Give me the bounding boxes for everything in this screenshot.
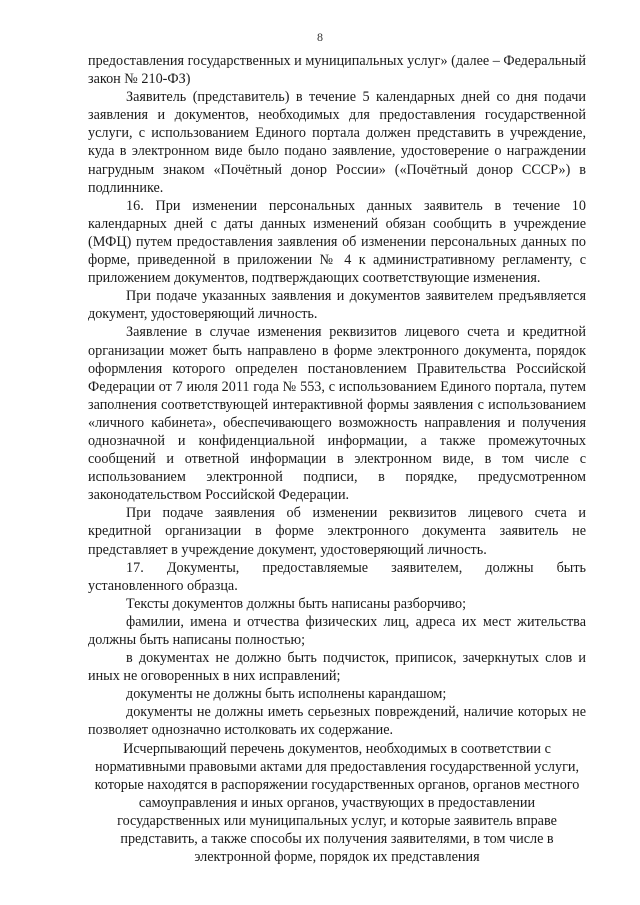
paragraph-no-damage: документы не должны иметь серьезных повреждений, наличие которых не позволяет однозначно истолковать их содержание. <box>88 704 586 739</box>
paragraph-electronic-no-identity: При подаче заявления об изменении реквизитов лицевого счета и кредитной организации в форме электронного документа заявитель не представляет в учреждение документ, удостоверяющий личность. <box>88 505 586 558</box>
page-number: 8 <box>317 30 323 44</box>
section-heading: Исчерпывающий перечень документов, необходимых в соответствии с нормативными правовыми актами для предоставления государственной услуги, которые находятся в распоряжении государственных органов, органов местного самоуправления и иных органов, участвующих в предоставлении государственных или муниципальных услуг, и которые заявитель вправе представить, а также способы их получения заявителями, в том числе в электронной форме, порядок их представления <box>94 740 580 866</box>
paragraph-legible-texts: Тексты документов должны быть написаны разборчиво; <box>126 595 467 612</box>
paragraph-full-names: фамилии, имена и отчества физических лиц, адреса их мест жительства должны быть написаны полностью; <box>88 613 586 648</box>
document-body <box>88 52 586 866</box>
paragraph-16-personal-data-change: 16. При изменении персональных данных заявитель в течение 10 календарных дней с даты данных изменений обязан сообщить в учреждение (МФЦ) путем предоставления заявления об изменении персональных данных по форме, приведенной в приложении № 4 к административному регламенту, с приложением документов, подтверждающих соответствующие изменения. <box>88 197 586 287</box>
paragraph-intro-continuation: предоставления государственных и муниципальных услуг» (далее – Федеральный закон № 210-ФЗ) <box>88 53 586 88</box>
paragraph-identity-document: При подаче указанных заявления и документов заявителем предъявляется документ, удостоверяющий личность. <box>88 288 586 323</box>
paragraph-17-document-requirements: 17. Документы, предоставляемые заявителем, должны быть установленного образца. <box>88 559 586 594</box>
paragraph-electronic-application: Заявление в случае изменения реквизитов лицевого счета и кредитной организации может быть направлено в форме электронного документа, порядок оформления которого определен постановлением Правительства Российской Федерации от 7 июля 2011 года № 553, с использованием Единого портала, путем заполнения соответствующей интерактивной формы заявления с использованием «личного кабинета», обеспечивающего возможность направления и получения однозначной и конфиденциальной информации, а также промежуточных сообщений и ответной информации в электронном виде, в том числе с использованием электронной подписи, в порядке, предусмотренном законодательством Российской Федерации. <box>88 324 586 504</box>
paragraph-donor-certificate: Заявитель (представитель) в течение 5 календарных дней со дня подачи заявления и документов, необходимых для предоставления государственной услуги, с использованием Единого портала должен представить в учреждение, куда в электронном виде было подано заявление, удостоверение о награждении нагрудным знаком «Почётный донор России» («Почётный донор СССР») в подлиннике. <box>88 89 586 196</box>
paragraph-no-pencil: документы не должны быть исполнены карандашом; <box>126 686 447 703</box>
paragraph-no-corrections: в документах не должно быть подчисток, приписок, зачеркнутых слов и иных не оговоренных в них исправлений; <box>88 650 586 685</box>
